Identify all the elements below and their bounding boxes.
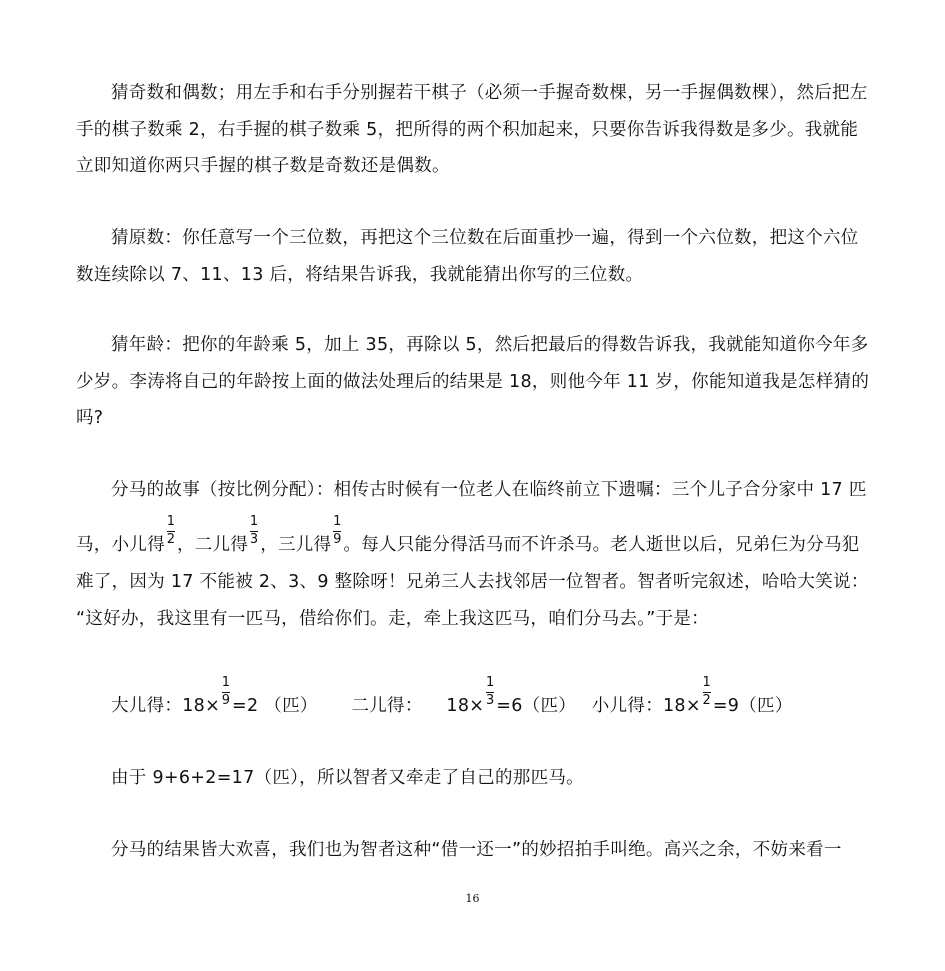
para-guess-number-line1: 猜原数：你任意写一个三位数，再把这个三位数在后面重抄一遍，得到一个六位数，把这个六位 xyxy=(111,228,859,248)
page-number: 16 xyxy=(465,892,480,905)
para-horse-story-line3: 难了，因为 17 不能被 2、3、9 整除呀！兄弟三人去找邻居一位智者。智者听完叙述，哈哈大笑说： xyxy=(76,572,869,592)
second-son-result: =6（匹） xyxy=(496,696,577,716)
para-guess-age-line1: 猜年龄：把你的年龄乘 5，加上 35，再除以 5，然后把最后的得数告诉我，我就能知道你今年多 xyxy=(111,335,869,355)
fraction-ninth xyxy=(221,675,231,718)
fraction-denominator: 3 xyxy=(485,693,495,708)
para-horse-story-line4: “这好办，我这里有一匹马，借给你们。走，牵上我这匹马，咱们分马去。”于是： xyxy=(76,609,709,629)
text-segment: ，三儿得 xyxy=(260,535,332,555)
fraction-half xyxy=(702,675,712,718)
youngest-son-label: 小儿得：18× xyxy=(591,696,701,716)
para-odd-even-line2: 手的棋子数乘 2，右手握的棋子数乘 5，把所得的两个积加起来，只要你告诉我得数是多少。我就能 xyxy=(76,120,859,140)
fraction-denominator: 9 xyxy=(221,693,231,708)
eldest-son-label: 大儿得：18× xyxy=(111,696,221,716)
text-segment: ，二儿得 xyxy=(177,535,249,555)
fraction-numerator: 1 xyxy=(333,514,342,529)
fraction-numerator: 1 xyxy=(221,675,231,690)
fraction-denominator: 3 xyxy=(249,532,259,547)
text-segment: 。每人只能分得活马而不许杀马。老人逝世以后，兄弟仨为分马犯 xyxy=(343,535,860,555)
calculation-line xyxy=(111,675,911,718)
fraction-third xyxy=(485,675,495,718)
para-odd-even-line3: 立即知道你两只手握的棋子数是奇数还是偶数。 xyxy=(76,156,450,176)
fraction-numerator: 1 xyxy=(249,514,259,529)
youngest-son-result: =9（匹） xyxy=(712,696,793,716)
fraction-half xyxy=(166,514,176,557)
para-conclusion: 由于 9+6+2=17（匹），所以智者又牵走了自己的那匹马。 xyxy=(111,768,584,788)
fraction-numerator: 1 xyxy=(485,675,495,690)
second-son-expression: 18× xyxy=(446,696,485,716)
para-guess-number-line2: 数连续除以 7、11、13 后，将结果告诉我，我就能猜出你写的三位数。 xyxy=(76,265,644,285)
fraction-third xyxy=(249,514,259,557)
para-result: 分马的结果皆大欢喜，我们也为智者这种“借一还一”的妙招拍手叫绝。高兴之余，不妨来看一 xyxy=(111,840,842,860)
fraction-denominator: 9 xyxy=(333,532,342,547)
fraction-numerator: 1 xyxy=(166,514,176,529)
para-guess-age-line3: 吗? xyxy=(76,408,104,428)
para-odd-even-line1: 猜奇数和偶数；用左手和右手分别握若干棋子（必须一手握奇数棵，另一手握偶数棵），然后把左 xyxy=(111,83,868,103)
fraction-denominator: 2 xyxy=(702,693,712,708)
fraction-numerator: 1 xyxy=(702,675,712,690)
fraction-denominator: 2 xyxy=(166,532,176,547)
eldest-son-result: =2 （匹） xyxy=(232,696,318,716)
second-son-label: 二儿得： xyxy=(351,696,423,716)
para-horse-story-line2 xyxy=(76,514,876,557)
text-segment: 马，小儿得 xyxy=(76,535,165,555)
para-horse-story-line1: 分马的故事（按比例分配）：相传古时候有一位老人在临终前立下遗嘱：三个儿子合分家中 17 匹 xyxy=(111,480,867,500)
fraction-ninth xyxy=(332,514,342,557)
para-guess-age-line2: 少岁。李涛将自己的年龄按上面的做法处理后的结果是 18，则他今年 11 岁，你能知道我是怎样猜的 xyxy=(76,372,870,392)
